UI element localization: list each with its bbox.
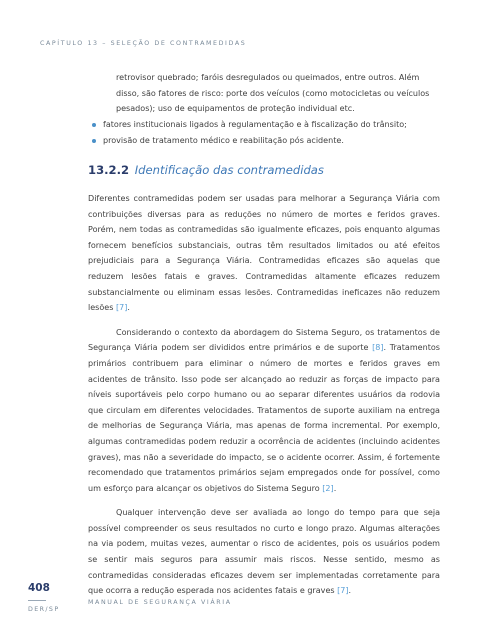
bullet-item xyxy=(88,133,440,149)
running-head: CAPÍTULO 13 – SELEÇÃO DE CONTRAMEDIDAS xyxy=(40,40,247,47)
paragraph-tail: . xyxy=(127,303,130,313)
bullet-dot-icon xyxy=(92,123,96,127)
bullet-item xyxy=(88,117,440,133)
footer-book-title: MANUAL DE SEGURANÇA VIÁRIA xyxy=(88,599,232,606)
page-number: 408 xyxy=(28,582,50,594)
citation-link[interactable]: [2] xyxy=(322,483,334,493)
bullet-list xyxy=(88,117,440,148)
continuation-text: retrovisor quebrado; faróis desregulados ou queimados, entre outros. Além disso, são fatores de risco: porte dos veículos (como motocicletas ou veículos pesados); uso de equipamentos de proteção individual etc. xyxy=(116,73,430,114)
paragraph-tail: . xyxy=(333,483,337,493)
paragraph xyxy=(88,505,440,599)
paragraph xyxy=(88,191,440,316)
body-text xyxy=(88,191,440,599)
paragraph xyxy=(88,325,440,497)
citation-link[interactable]: [8] xyxy=(372,343,384,353)
paragraph-text: Diferentes contramedidas podem ser usadas para melhorar a Segurança Viária com contribuições diversas para as reduções no número de mortes e feridos graves. Porém, nem todas as contramedidas são igualmente eficazes, pois enquanto algumas fornecem benefícios substanciais, outras têm resultados limitados ou até efeitos prejudiciais para a Segurança Viária. Contramedidas eficazes são aquelas que reduzem lesões fatais e graves. Contramedidas altamente eficazes reduzem substancialmente ou eliminam essas lesões. Contramedidas ineficazes não reduzem lesões xyxy=(88,194,440,313)
continuation-paragraph xyxy=(116,70,438,117)
citation-link[interactable]: [7] xyxy=(116,303,128,313)
section-heading xyxy=(88,163,324,177)
paragraph-tail: . xyxy=(348,586,352,596)
bullet-dot-icon xyxy=(92,139,96,143)
footer-org: DER/SP xyxy=(28,606,60,613)
section-title: Identificação das contramedidas xyxy=(134,163,324,177)
citation-link[interactable]: [7] xyxy=(337,586,349,596)
paragraph-text: Qualquer intervenção deve ser avaliada ao longo do tempo para que seja possível compreender os seus resultados no curto e longo prazo. Algumas alterações na via podem, muitas vezes, aumentar o risco de acidentes, pois os usuários podem se sentir mais seguros para assumir mais riscos. Nesse sentido, mesmo as contramedidas consideradas eficazes devem ser implementadas corretamente para que ocorra a redução esperada nos acidentes fatais e graves xyxy=(88,508,440,596)
paragraph-text: . Tratamentos primários contribuem para eliminar o número de mortes e feridos graves em acidentes de trânsito. Isso pode ser alcançado ao reduzir as forças de impacto para níveis suportáveis pelo corpo humano ou ao separar diferentes usuários da rodovia que circulam em diferentes velocidades. Tratamentos de suporte auxiliam na entrega de melhorias de Segurança Viária, mas apenas de forma incremental. Por exemplo, algumas contramedidas podem reduzir a ocorrência de acidentes (incluindo acidentes graves), mas não a severidade do impacto, se o acidente ocorrer. Assim, é fortemente recomendado que tratamentos primários sejam empregados onde for possível, como um esforço para alcançar os objetivos do Sistema Seguro xyxy=(88,343,440,493)
footer-divider xyxy=(28,600,46,601)
section-number: 13.2.2 xyxy=(88,163,130,177)
bullet-text: fatores institucionais ligados à regulamentação e à fiscalização do trânsito; xyxy=(103,120,407,129)
bullet-text: provisão de tratamento médico e reabilitação pós acidente. xyxy=(103,135,344,145)
paragraph-text: Considerando o contexto da abordagem do Sistema Seguro, os tratamentos de Segurança Viária podem ser divididos entre primários e de suporte xyxy=(88,327,440,353)
